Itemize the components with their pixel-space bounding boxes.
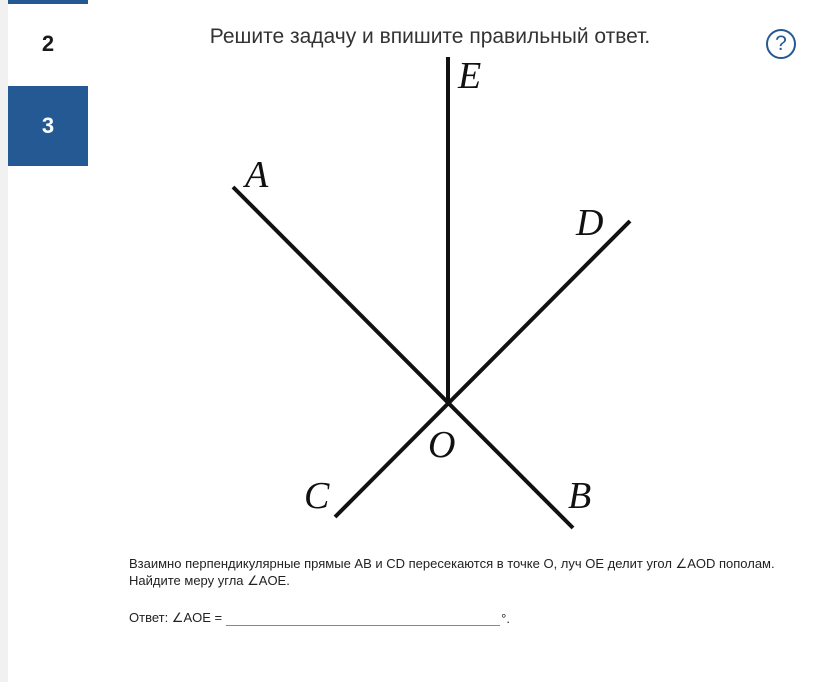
problem-text-line: Взаимно перпендикулярные прямые AB и CD пересекаются в точке O, луч OE делит угол ∠AOD пополам. — [129, 556, 775, 571]
point-label-B: B — [568, 475, 592, 517]
line-CD — [335, 221, 630, 517]
problem-text-line: Найдите меру угла ∠AOE. — [129, 573, 290, 588]
point-label-O: O — [428, 424, 456, 466]
question-nav-label: 2 — [41, 31, 55, 56]
degree-suffix: °. — [501, 611, 510, 626]
problem-statement — [129, 555, 819, 589]
answer-input[interactable] — [226, 607, 500, 626]
task-instruction: Решите задачу и впишите правильный ответ. — [209, 25, 651, 48]
point-label-C: C — [304, 475, 330, 517]
line-AB — [233, 187, 573, 528]
answer-row — [129, 607, 510, 626]
answer-label: Ответ: ∠AOE = — [129, 610, 223, 625]
point-label-D: D — [576, 202, 604, 244]
point-label-E: E — [458, 55, 482, 97]
point-label-A: A — [245, 154, 269, 196]
question-mark-icon: ? — [775, 32, 787, 55]
question-nav-label: 3 — [41, 113, 55, 138]
